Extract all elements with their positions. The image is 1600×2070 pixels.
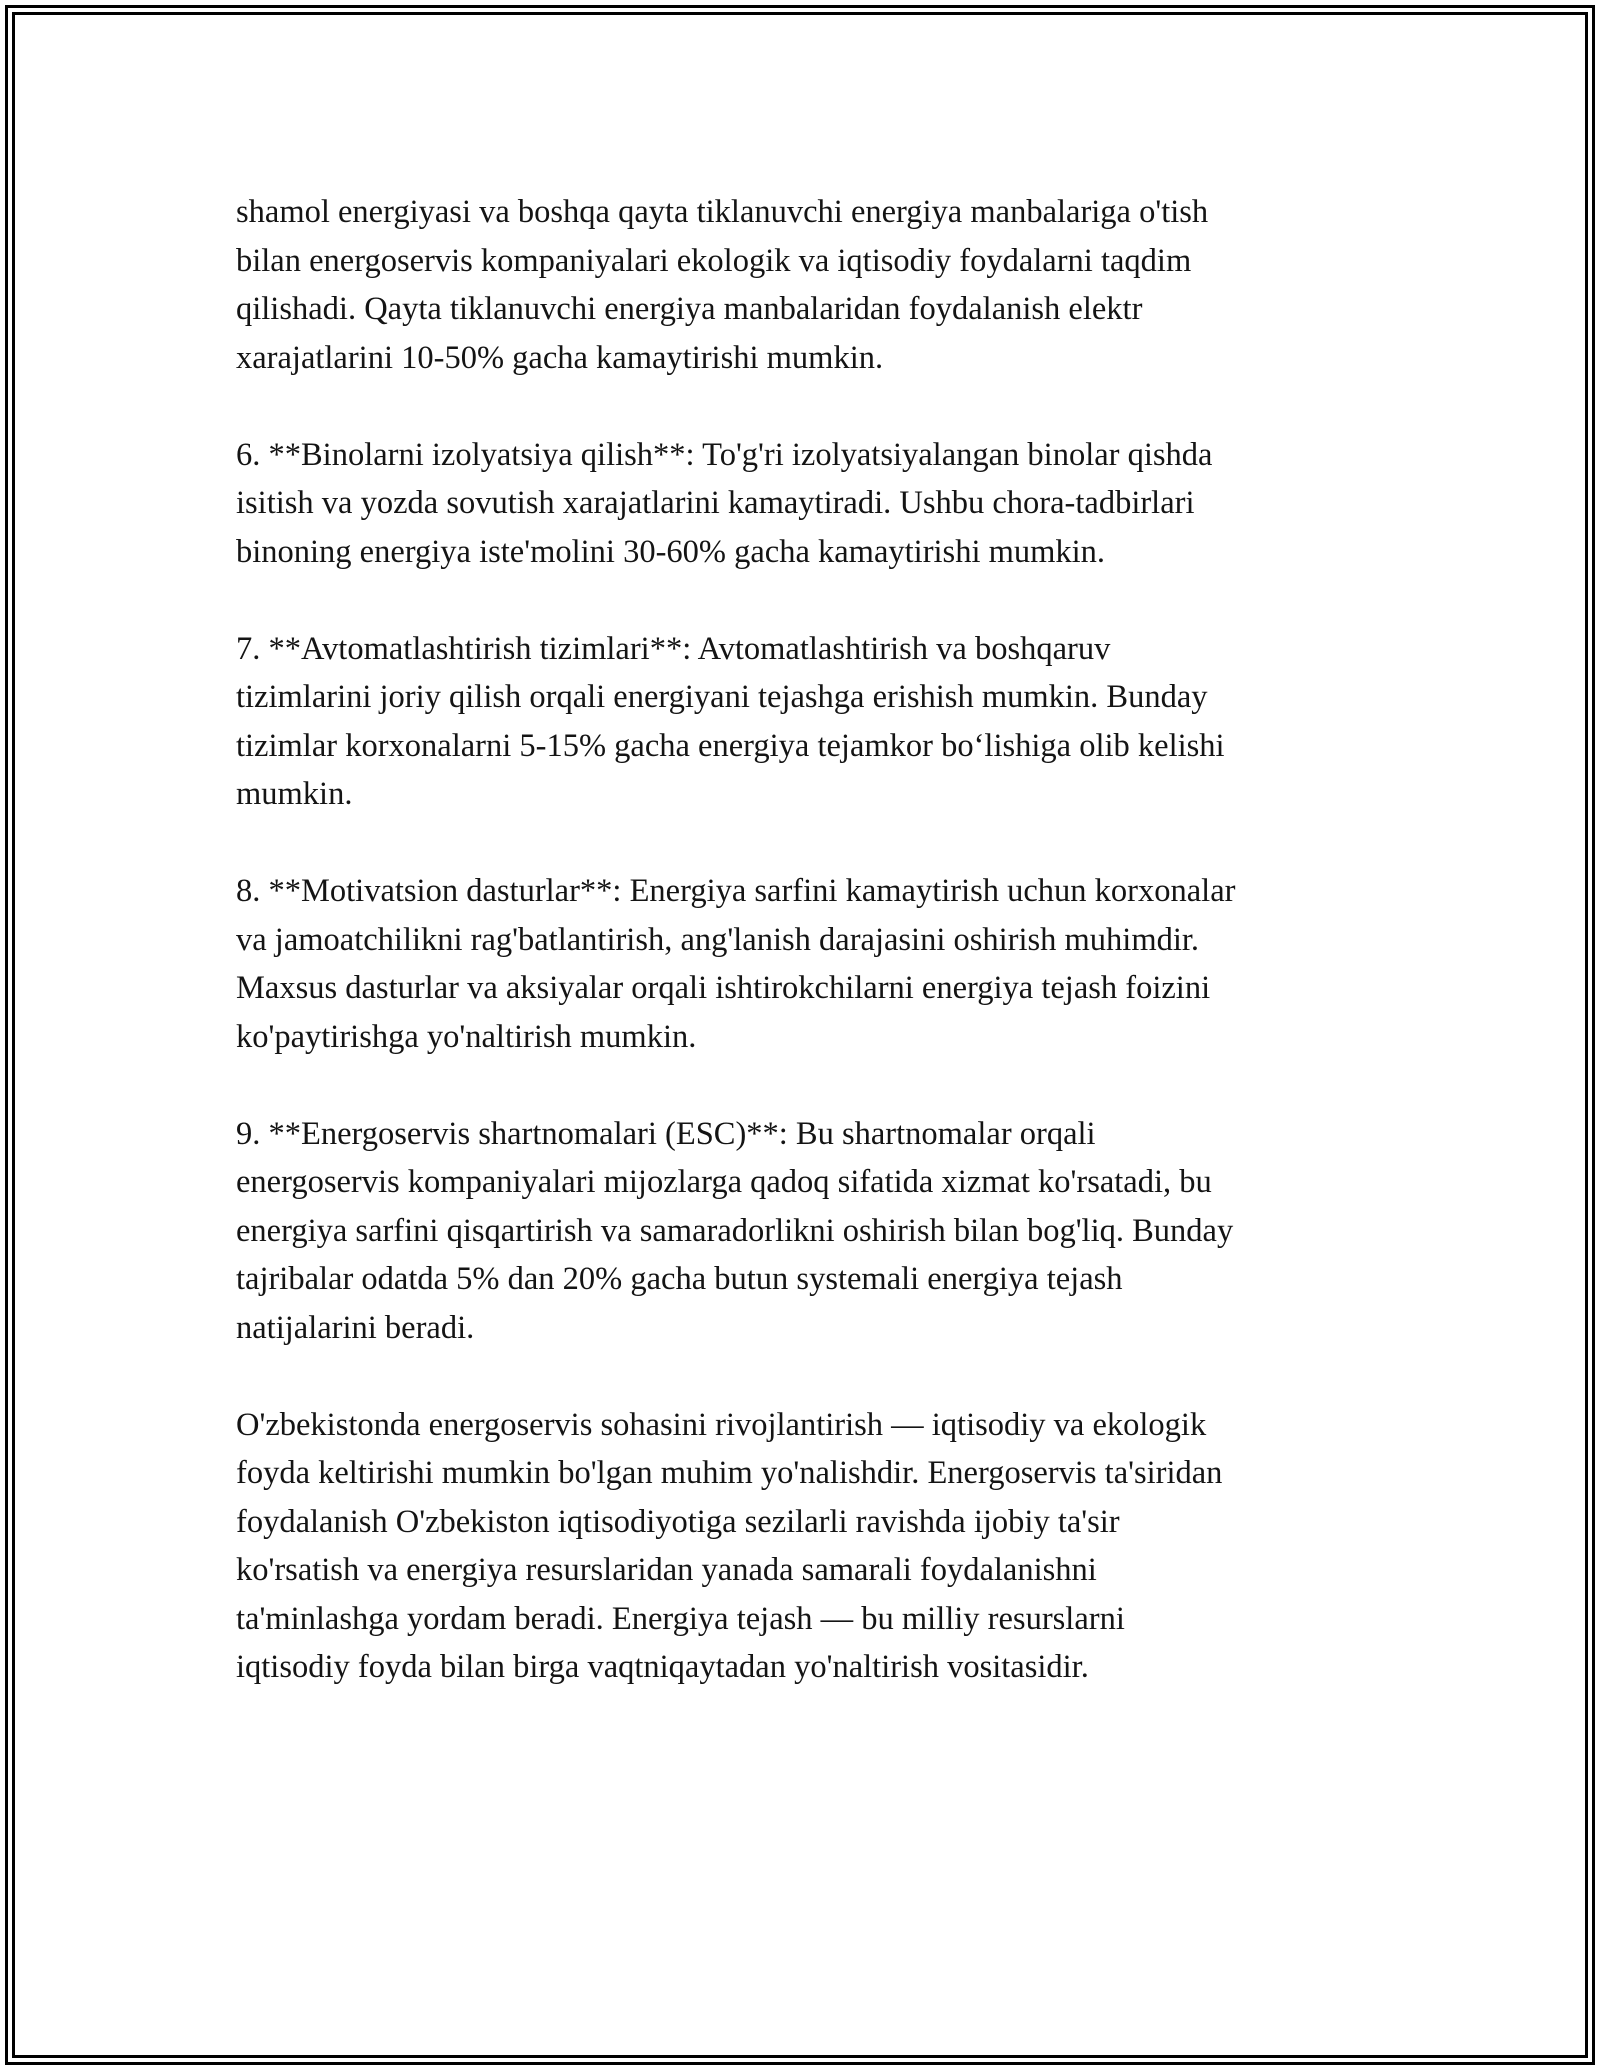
paragraph-building-insulation: 6. **Binolarni izolyatsiya qilish**: To'g'ri izolyatsiyalangan binolar qishda isitish va yozda sovutish xarajatlarini kamaytiradi. Ushbu chora-tadbirlari binoning energiya iste'molini 30-60% gacha kamaytirishi mumkin. xyxy=(236,436,1213,570)
document-body xyxy=(236,188,1376,1692)
paragraph-renewable-energy: shamol energiyasi va boshqa qayta tiklanuvchi energiya manbalariga o'tish bilan energoservis kompaniyalari ekologik va iqtisodiy foydalarni taqdim qilishadi. Qayta tiklanuvchi energiya manbalaridan foydalanish elektr xarajatlarini 10-50% gacha kamaytirishi mumkin. xyxy=(236,194,1209,376)
paragraph-motivation-programs: 8. **Motivatsion dasturlar**: Energiya sarfini kamaytirish uchun korxonalar va jamoatchilikni rag'batlantirish, ang'lanish darajasini oshirish muhimdir. Maxsus dasturlar va aksiyalar orqali ishtirokchilarni energiya tejash foizini ko'paytirishga yo'naltirish mumkin. xyxy=(236,873,1236,1055)
paragraph-automation-systems: 7. **Avtomatlashtirish tizimlari**: Avtomatlashtirish va boshqaruv tizimlarini joriy qilish orqali energiyani tejashga erishish mumkin. Bunday tizimlar korxonalarni 5-15% gacha energiya tejamkor bo‘lishiga olib kelishi mumkin. xyxy=(236,630,1225,812)
paragraph-conclusion: O'zbekistonda energoservis sohasini rivojlantirish — iqtisodiy va ekologik foyda keltirishi mumkin bo'lgan muhim yo'nalishdir. Energoservis ta'siridan foydalanish O'zbekiston iqtisodiyotiga sezilarli ravishda ijobiy ta'sir ko'rsatish va energiya resurslaridan yanada samarali foydalanishni ta'minlashga yordam beradi. Energiya tejash — bu milliy resurslarni iqtisodiy foyda bilan birga vaqtniqaytadan yo'naltirish vositasidir. xyxy=(236,1406,1223,1685)
paragraph-energy-service-contracts: 9. **Energoservis shartnomalari (ESC)**: Bu shartnomalar orqali energoservis kompaniyalari mijozlarga qadoq sifatida xizmat ko'rsatadi, bu energiya sarfini qisqartirish va samaradorlikni oshirish bilan bog'liq. Bunday tajribalar odatda 5% dan 20% gacha butun systemali energiya tejash natijalarini beradi. xyxy=(236,1115,1234,1346)
